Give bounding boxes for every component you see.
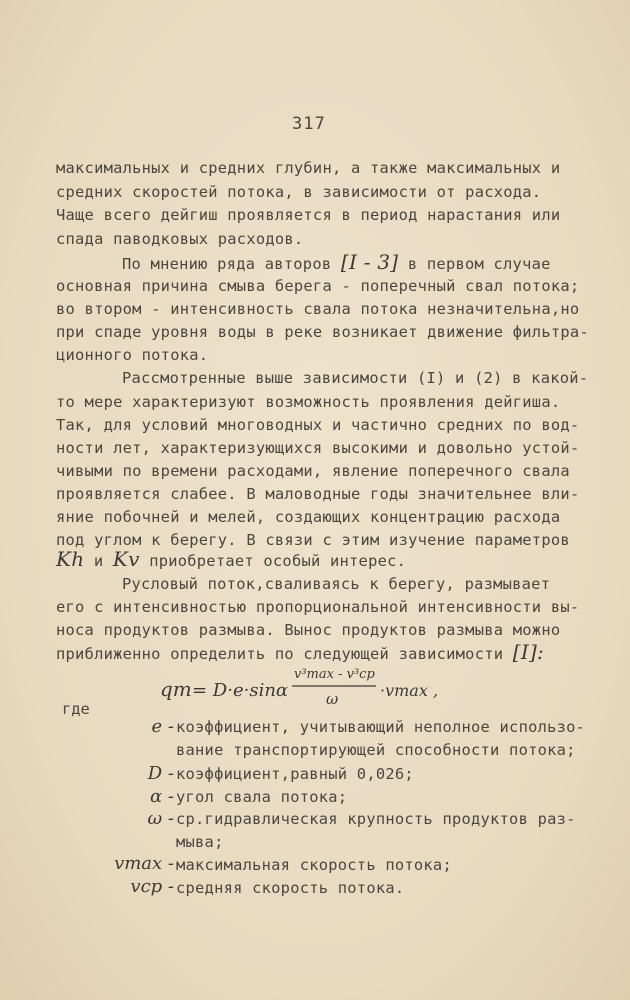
text-line: Русловый поток,сваливаясь к берегу, размывает (122, 575, 551, 593)
def-symbol: vср - (130, 876, 174, 897)
def-text: угол свала потока; (176, 788, 348, 806)
def-symbol: e - (151, 716, 174, 737)
where-label: где (62, 700, 90, 718)
formula-numerator: v³max - v³ср (294, 667, 375, 682)
def-symbol: ω - (147, 808, 174, 829)
text-line: спада паводковых расходов. (56, 230, 304, 248)
text-fragment: приближенно определить по следующей зависимости (56, 645, 504, 663)
page-number: 317 (292, 114, 326, 134)
text-fragment: По мнению ряда авторов (122, 255, 332, 273)
text-line: основная причина смыва берега - поперечный свал потока; (56, 277, 580, 295)
text-line: носа продуктов размыва. Вынос продуктов размыва можно (56, 621, 561, 639)
formula-lhs: qт (160, 677, 192, 701)
text-line: максимальных и средних глубин, а также максимальных и (56, 159, 561, 177)
def-text: вание транспортирующей способности потока; (176, 741, 576, 759)
text-fragment: в первом случае (407, 255, 551, 273)
text-line: Чаще всего дейгиш проявляется в период нарастания или (56, 206, 561, 224)
text-line: во втором - интенсивность свала потока незначительна,но (56, 300, 580, 318)
formula (160, 664, 460, 710)
def-symbol: vmax - (114, 853, 174, 874)
text-line: при спаде уровня воды в реке возникает движение фильтра- (56, 323, 589, 341)
symbol-kh: Kh (56, 547, 85, 571)
def-symbol: D - (147, 763, 174, 784)
text-line (56, 642, 544, 664)
text-line: его с интенсивностью пропорциональной интенсивности вы- (56, 598, 580, 616)
def-text: максимальная скорость потока; (176, 856, 452, 874)
text-line: чивыми по времени расходами, явление поперечного свала (56, 462, 570, 480)
text-line: Так, для условий многоводных и частично средних по вод- (56, 416, 580, 434)
symbol-kv: Kv (112, 547, 140, 571)
text-line: проявляется слабее. В маловодные годы значительнее вли- (56, 485, 580, 503)
citation-ref: [I - 3] (340, 250, 399, 274)
text-line: средних скоростей потока, в зависимости от расхода. (56, 183, 542, 201)
formula-tail: ·vmax , (380, 681, 439, 700)
text-fragment: и (93, 552, 104, 570)
text-line: под углом к берегу. В связи с этим изучение параметров (56, 531, 570, 549)
def-symbol: α - (150, 786, 174, 807)
def-text: коэффициент, учитывающий неполное использо- (176, 718, 586, 736)
text-line: ционного потока. (56, 346, 209, 364)
text-line: яние побочней и мелей, создающих концентрацию расхода (56, 508, 561, 526)
def-text: мыва; (176, 833, 224, 851)
text-fragment: приобретает особый интерес. (149, 552, 407, 570)
text-line (56, 549, 406, 571)
def-text: коэффициент,равный 0,026; (176, 765, 414, 783)
def-text: средняя скорость потока. (176, 879, 405, 897)
text-line: ности лет, характеризующихся высокими и довольно устой- (56, 439, 580, 457)
text-line: то мере характеризуют возможность проявления дейгиша. (56, 393, 561, 411)
formula-eq: = D·e·sinα (192, 680, 289, 701)
formula-denominator: ω (326, 690, 339, 708)
def-text: ср.гидравлическая крупность продуктов раз- (176, 810, 576, 828)
text-line: Рассмотренные выше зависимости (I) и (2) в какой- (122, 369, 589, 387)
citation-ref: [I]: (512, 640, 545, 664)
text-line (122, 252, 551, 274)
